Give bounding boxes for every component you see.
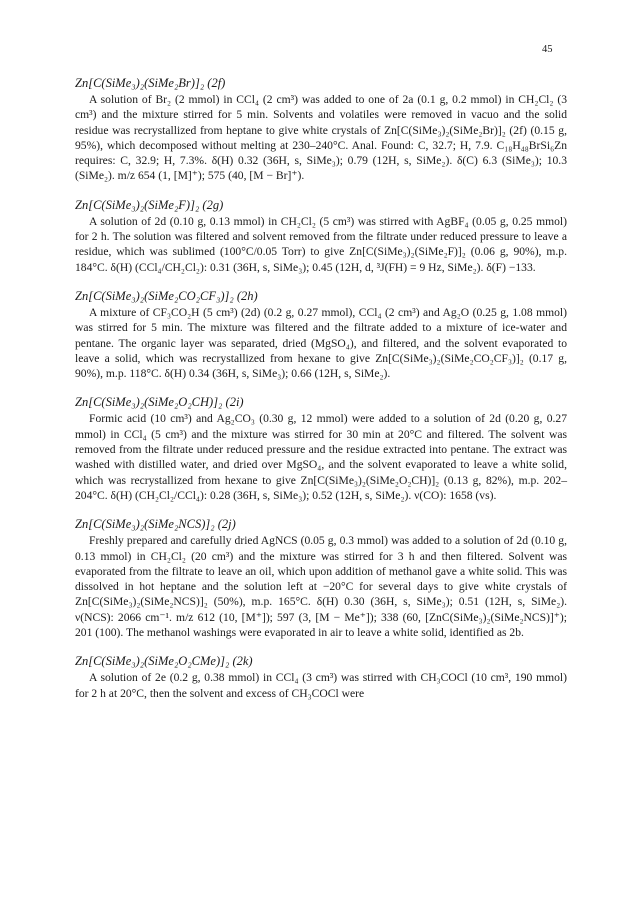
page-number: 45 (542, 44, 553, 55)
compound-2f-section (75, 76, 567, 184)
compound-2h-section (75, 289, 567, 381)
compound-2j-section (75, 517, 567, 640)
procedure-text: A solution of Br₂ (2 mmol) in CCl₄ (2 cm³) was added to one of 2a (0.1 g, 0.2 mmol) in CH₂Cl₂ (3 cm³) and the mixture stirred for 5 min. Solvents and volatiles were removed in vacuo and the solid residue was recrystallized from heptane to give white crystals of Zn[C(SiMe₃)₂(SiMe₂Br)]₂ (2f) (0.15 g, 95%), which decomposed without melting at 230–240°C. Anal. Found: C, 32.7; H, 7.9. C₁₈H₄₈BrSi₆Zn requires: C, 32.9; H, 7.3%. δ(H) 0.32 (36H, s, SiMe₃); 0.79 (12H, s, SiMe₂). δ(C) 6.3 (SiMe₃); 10.3 (SiMe₂). m/z 654 (1, [M]⁺); 575 (40, [M − Br]⁺). (75, 93, 567, 183)
compound-heading: Zn[C(SiMe₃)₂(SiMe₂NCS)]₂ (2j) (75, 517, 236, 532)
compound-heading: Zn[C(SiMe₃)₂(SiMe₂CO₂CF₃)]₂ (2h) (75, 288, 258, 303)
procedure-text: A solution of 2d (0.10 g, 0.13 mmol) in CH₂Cl₂ (5 cm³) was stirred with AgBF₄ (0.05 g, 0.25 mmol) for 2 h. The solution was filtered and solvent removed from the filtrate under reduced pressure to leave a residue, which was sublimed (100°C/0.05 Torr) to give Zn[C(SiMe₃)₂(SiMe₂F)]₂ (0.06 g, 90%), m.p. 184°C. δ(H) (CCl₄/CH₂Cl₂): 0.31 (36H, s, SiMe₃); 0.45 (12H, d, ³J(FH) = 9 Hz, SiMe₂). δ(F) −133. (75, 214, 567, 274)
procedure-text: A mixture of CF₃CO₂H (5 cm³) (2d) (0.2 g, 0.27 mmol), CCl₄ (2 cm³) and Ag₂O (0.25 g, 1.08 mmol) was stirred for 5 min. The mixture was filtered and the filtrate added to a mixture of ice-water and pentane. The organic layer was separated, dried (MgSO₄), and filtered, and the solvent evaporated to leave a solid, which was recrystallized from hexane to give Zn[C(SiMe₃)₂(SiMe₂CO₂CF₃)]₂ (0.17 g, 90%), m.p. 118°C. δ(H) 0.34 (36H, s, SiMe₃); 0.66 (12H, s, SiMe₂). (75, 305, 567, 381)
compound-heading: Zn[C(SiMe₃)₂(SiMe₂O₂CMe)]₂ (2k) (75, 654, 253, 669)
compound-2g-section (75, 198, 567, 275)
experimental-section (75, 76, 567, 715)
procedure-text: A solution of 2e (0.2 g, 0.38 mmol) in CCl₄ (3 cm³) was stirred with CH₃COCl (10 cm³, 190 mmol) for 2 h at 20°C, then the solvent and excess of CH₃COCl were (75, 671, 567, 700)
procedure-text: Formic acid (10 cm³) and Ag₂CO₃ (0.30 g, 12 mmol) were added to a solution of 2d (0.20 g, 0.27 mmol) in CCl₄ (5 cm³) and the mixture was stirred for 30 min at 20°C and filtered. The solvent was removed from the filtrate under reduced pressure and the residue extracted into pentane. The extract was washed with distilled water, and dried over MgSO₄, and the solvent evaporated to leave a white solid, which was recrystallized from hexane to give Zn[C(SiMe₃)₂(SiMe₂O₂CH)]₂ (0.13 g, 82%), m.p. 202–204°C. δ(H) (CH₂Cl₂/CCl₄): 0.28 (36H, s, SiMe₃); 0.52 (12H, s, SiMe₂). ν(CO): 1658 (vs). (75, 412, 567, 502)
compound-heading: Zn[C(SiMe₃)₂(SiMe₂F)]₂ (2g) (75, 197, 224, 212)
compound-2i-section (75, 395, 567, 503)
compound-heading: Zn[C(SiMe₃)₂(SiMe₂O₂CH)]₂ (2i) (75, 395, 244, 410)
compound-2k-section (75, 654, 567, 701)
compound-heading: Zn[C(SiMe₃)₂(SiMe₂Br)]₂ (2f) (75, 76, 226, 90)
procedure-text: Freshly prepared and carefully dried AgNCS (0.05 g, 0.3 mmol) was added to a solution of 2d (0.10 g, 0.13 mmol) in CH₂Cl₂ (20 cm³) and the mixture was stirred for 3 h and then filtered. Solvent was evaporated from the filtrate to leave an oil, which upon addition of methanol gave a white solid. This was dissolved in hot heptane and the solution left at −20°C for several days to give white crystals of Zn[C(SiMe₃)₂(SiMe₂NCS)]₂ (50%), m.p. 165°C. δ(H) 0.30 (36H, s, SiMe₃); 0.51 (12H, s, SiMe₂). ν(NCS): 2066 cm⁻¹. m/z 612 (10, [M⁺]); 597 (3, [M − Me⁺]); 338 (60, [ZnC(SiMe₃)₂(SiMe₂NCS)]⁺); 201 (100). The methanol washings were evaporated in air to leave a white solid, identified as 2b. (75, 534, 567, 640)
